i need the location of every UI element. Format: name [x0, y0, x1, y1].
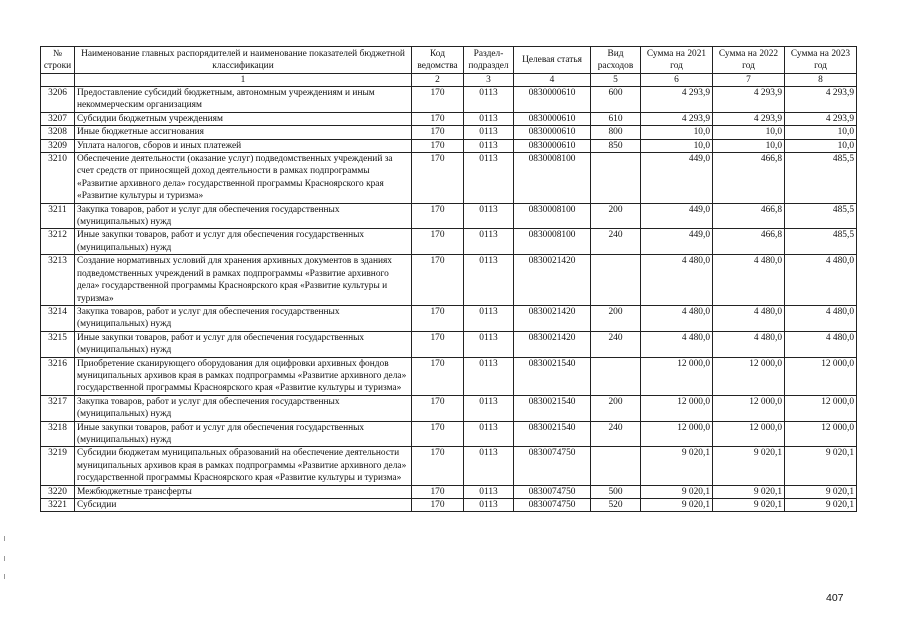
sum-2021-cell: 9 020,1 [641, 447, 713, 485]
name-cell: Иные закупки товаров, работ и услуг для обеспечения государственных (муниципальных) нужд [75, 229, 412, 255]
header-row-number: № строки [41, 47, 75, 74]
budget-table-sheet [40, 46, 856, 512]
target-cell: 0830000610 [514, 87, 591, 113]
expense-type-cell: 610 [591, 112, 641, 125]
sum-2023-cell: 9 020,1 [785, 485, 857, 498]
section-cell: 0113 [464, 255, 514, 306]
column-number [41, 74, 75, 87]
row-number-cell: 3212 [41, 229, 75, 255]
sum-2023-cell: 12 000,0 [785, 395, 857, 421]
row-number-cell: 3217 [41, 395, 75, 421]
sum-2022-cell: 4 293,9 [713, 112, 785, 125]
header-sum-2022: Сумма на 2022 год [713, 47, 785, 74]
section-cell: 0113 [464, 485, 514, 498]
scan-margin-mark [4, 536, 5, 541]
target-cell: 0830021540 [514, 421, 591, 447]
sum-2022-cell: 4 293,9 [713, 87, 785, 113]
sum-2021-cell: 10,0 [641, 126, 713, 139]
section-cell: 0113 [464, 331, 514, 357]
table-row [41, 153, 857, 204]
column-number: 8 [785, 74, 857, 87]
section-cell: 0113 [464, 126, 514, 139]
expense-type-cell [591, 447, 641, 485]
column-number: 4 [514, 74, 591, 87]
section-cell: 0113 [464, 357, 514, 395]
sum-2021-cell: 12 000,0 [641, 395, 713, 421]
expense-type-cell [591, 153, 641, 204]
sum-2023-cell: 12 000,0 [785, 357, 857, 395]
table-row [41, 485, 857, 498]
row-number-cell: 3220 [41, 485, 75, 498]
row-number-cell: 3207 [41, 112, 75, 125]
table-row [41, 229, 857, 255]
name-cell: Предоставление субсидий бюджетным, автономным учреждениям и иным некоммерческим организациям [75, 87, 412, 113]
dept-code-cell: 170 [412, 499, 464, 512]
sum-2023-cell: 12 000,0 [785, 421, 857, 447]
table-row [41, 331, 857, 357]
section-cell: 0113 [464, 499, 514, 512]
name-cell: Иные закупки товаров, работ и услуг для обеспечения государственных (муниципальных) нужд [75, 331, 412, 357]
sum-2023-cell: 9 020,1 [785, 447, 857, 485]
table-row [41, 203, 857, 229]
header-sum-2023: Сумма на 2023 год [785, 47, 857, 74]
column-number: 1 [75, 74, 412, 87]
header-section: Раздел-подраздел [464, 47, 514, 74]
sum-2023-cell: 4 480,0 [785, 305, 857, 331]
name-cell: Обеспечение деятельности (оказание услуг) подведомственных учреждений за счет средств от приносящей доход деятельности в рамках подпрограммы «Развитие архивного дела» государственной программы Красноярского края «Развитие культуры и туризма» [75, 153, 412, 204]
column-number: 6 [641, 74, 713, 87]
sum-2021-cell: 4 480,0 [641, 331, 713, 357]
sum-2023-cell: 4 293,9 [785, 112, 857, 125]
dept-code-cell: 170 [412, 305, 464, 331]
sum-2023-cell: 4 480,0 [785, 255, 857, 306]
sum-2021-cell: 12 000,0 [641, 421, 713, 447]
sum-2021-cell: 4 480,0 [641, 255, 713, 306]
row-number-cell: 3213 [41, 255, 75, 306]
sum-2023-cell: 485,5 [785, 153, 857, 204]
table-row [41, 112, 857, 125]
target-cell: 0830074750 [514, 499, 591, 512]
dept-code-cell: 170 [412, 203, 464, 229]
sum-2022-cell: 9 020,1 [713, 485, 785, 498]
sum-2021-cell: 4 293,9 [641, 87, 713, 113]
target-cell: 0830021420 [514, 305, 591, 331]
expense-type-cell [591, 357, 641, 395]
name-cell: Закупка товаров, работ и услуг для обеспечения государственных (муниципальных) нужд [75, 305, 412, 331]
header-sum-2021: Сумма на 2021 год [641, 47, 713, 74]
section-cell: 0113 [464, 153, 514, 204]
section-cell: 0113 [464, 421, 514, 447]
table-row [41, 255, 857, 306]
target-cell: 0830021420 [514, 331, 591, 357]
sum-2022-cell: 12 000,0 [713, 421, 785, 447]
sum-2023-cell: 9 020,1 [785, 499, 857, 512]
target-cell: 0830000610 [514, 139, 591, 152]
sum-2021-cell: 4 293,9 [641, 112, 713, 125]
sum-2022-cell: 10,0 [713, 139, 785, 152]
table-body [41, 87, 857, 512]
section-cell: 0113 [464, 112, 514, 125]
target-cell: 0830021420 [514, 255, 591, 306]
dept-code-cell: 170 [412, 87, 464, 113]
table-row [41, 357, 857, 395]
name-cell: Иные бюджетные ассигнования [75, 126, 412, 139]
name-cell: Создание нормативных условий для хранения архивных документов в зданиях подведомственных учреждений в рамках подпрограммы «Развитие архивного дела» государственной программы Красноярского края «Развитие культуры и туризма» [75, 255, 412, 306]
table-row [41, 421, 857, 447]
header-dept-code: Код ведомства [412, 47, 464, 74]
section-cell: 0113 [464, 305, 514, 331]
target-cell: 0830008100 [514, 153, 591, 204]
scan-margin-mark [4, 574, 5, 579]
dept-code-cell: 170 [412, 139, 464, 152]
sum-2022-cell: 466,8 [713, 153, 785, 204]
name-cell: Субсидии бюджетным учреждениям [75, 112, 412, 125]
sum-2022-cell: 4 480,0 [713, 255, 785, 306]
header-target: Целевая статья [514, 47, 591, 74]
dept-code-cell: 170 [412, 331, 464, 357]
target-cell: 0830000610 [514, 112, 591, 125]
sum-2023-cell: 485,5 [785, 229, 857, 255]
sum-2021-cell: 449,0 [641, 203, 713, 229]
expense-type-cell [591, 255, 641, 306]
sum-2021-cell: 9 020,1 [641, 499, 713, 512]
dept-code-cell: 170 [412, 255, 464, 306]
table-row [41, 126, 857, 139]
expense-type-cell: 200 [591, 203, 641, 229]
name-cell: Закупка товаров, работ и услуг для обеспечения государственных (муниципальных) нужд [75, 395, 412, 421]
expense-type-cell: 520 [591, 499, 641, 512]
row-number-cell: 3206 [41, 87, 75, 113]
row-number-cell: 3211 [41, 203, 75, 229]
target-cell: 0830008100 [514, 203, 591, 229]
sum-2021-cell: 4 480,0 [641, 305, 713, 331]
sum-2023-cell: 10,0 [785, 126, 857, 139]
dept-code-cell: 170 [412, 485, 464, 498]
sum-2022-cell: 9 020,1 [713, 447, 785, 485]
row-number-cell: 3210 [41, 153, 75, 204]
sum-2021-cell: 449,0 [641, 229, 713, 255]
table-row [41, 305, 857, 331]
page-number: 407 [826, 592, 844, 604]
expense-type-cell: 240 [591, 229, 641, 255]
dept-code-cell: 170 [412, 229, 464, 255]
name-cell: Закупка товаров, работ и услуг для обеспечения государственных (муниципальных) нужд [75, 203, 412, 229]
name-cell: Приобретение сканирующего оборудования для оцифровки архивных фондов муниципальных архивов края в рамках подпрограммы «Развитие архивного дела» государственной программы Красноярского края «Развитие культуры и туризма» [75, 357, 412, 395]
row-number-cell: 3216 [41, 357, 75, 395]
row-number-cell: 3215 [41, 331, 75, 357]
row-number-cell: 3219 [41, 447, 75, 485]
section-cell: 0113 [464, 395, 514, 421]
expense-type-cell: 600 [591, 87, 641, 113]
sum-2023-cell: 10,0 [785, 139, 857, 152]
sum-2022-cell: 12 000,0 [713, 357, 785, 395]
expense-type-cell: 240 [591, 331, 641, 357]
table-row [41, 499, 857, 512]
target-cell: 0830074750 [514, 447, 591, 485]
scan-margin-mark [4, 556, 5, 561]
table-row [41, 139, 857, 152]
sum-2022-cell: 12 000,0 [713, 395, 785, 421]
header-row [41, 47, 857, 74]
row-number-cell: 3218 [41, 421, 75, 447]
section-cell: 0113 [464, 447, 514, 485]
dept-code-cell: 170 [412, 126, 464, 139]
header-expense-type: Вид расходов [591, 47, 641, 74]
sum-2023-cell: 485,5 [785, 203, 857, 229]
dept-code-cell: 170 [412, 447, 464, 485]
target-cell: 0830021540 [514, 357, 591, 395]
expense-type-cell: 200 [591, 395, 641, 421]
sum-2021-cell: 9 020,1 [641, 485, 713, 498]
sum-2022-cell: 466,8 [713, 229, 785, 255]
budget-table [40, 46, 857, 512]
sum-2022-cell: 10,0 [713, 126, 785, 139]
sum-2022-cell: 4 480,0 [713, 331, 785, 357]
sum-2023-cell: 4 293,9 [785, 87, 857, 113]
expense-type-cell: 500 [591, 485, 641, 498]
sum-2022-cell: 4 480,0 [713, 305, 785, 331]
table-row [41, 87, 857, 113]
section-cell: 0113 [464, 229, 514, 255]
sum-2021-cell: 449,0 [641, 153, 713, 204]
table-row [41, 395, 857, 421]
expense-type-cell: 240 [591, 421, 641, 447]
name-cell: Межбюджетные трансферты [75, 485, 412, 498]
name-cell: Субсидии [75, 499, 412, 512]
dept-code-cell: 170 [412, 112, 464, 125]
target-cell: 0830000610 [514, 126, 591, 139]
table-row [41, 447, 857, 485]
column-number: 5 [591, 74, 641, 87]
sum-2022-cell: 466,8 [713, 203, 785, 229]
expense-type-cell: 850 [591, 139, 641, 152]
target-cell: 0830021540 [514, 395, 591, 421]
row-number-cell: 3221 [41, 499, 75, 512]
name-cell: Иные закупки товаров, работ и услуг для обеспечения государственных (муниципальных) нужд [75, 421, 412, 447]
section-cell: 0113 [464, 203, 514, 229]
dept-code-cell: 170 [412, 357, 464, 395]
dept-code-cell: 170 [412, 421, 464, 447]
target-cell: 0830074750 [514, 485, 591, 498]
sum-2021-cell: 10,0 [641, 139, 713, 152]
column-number: 2 [412, 74, 464, 87]
column-number-row [41, 74, 857, 87]
row-number-cell: 3209 [41, 139, 75, 152]
name-cell: Субсидии бюджетам муниципальных образований на обеспечение деятельности муниципальных архивов края в рамках подпрограммы «Развитие архивного дела» государственной программы Красноярского края «Развитие культуры и туризма» [75, 447, 412, 485]
section-cell: 0113 [464, 139, 514, 152]
dept-code-cell: 170 [412, 395, 464, 421]
row-number-cell: 3208 [41, 126, 75, 139]
sum-2022-cell: 9 020,1 [713, 499, 785, 512]
target-cell: 0830008100 [514, 229, 591, 255]
expense-type-cell: 800 [591, 126, 641, 139]
name-cell: Уплата налогов, сборов и иных платежей [75, 139, 412, 152]
dept-code-cell: 170 [412, 153, 464, 204]
sum-2021-cell: 12 000,0 [641, 357, 713, 395]
row-number-cell: 3214 [41, 305, 75, 331]
sum-2023-cell: 4 480,0 [785, 331, 857, 357]
section-cell: 0113 [464, 87, 514, 113]
column-number: 7 [713, 74, 785, 87]
column-number: 3 [464, 74, 514, 87]
header-name: Наименование главных распорядителей и наименование показателей бюджетной классификации [75, 47, 412, 74]
expense-type-cell: 200 [591, 305, 641, 331]
